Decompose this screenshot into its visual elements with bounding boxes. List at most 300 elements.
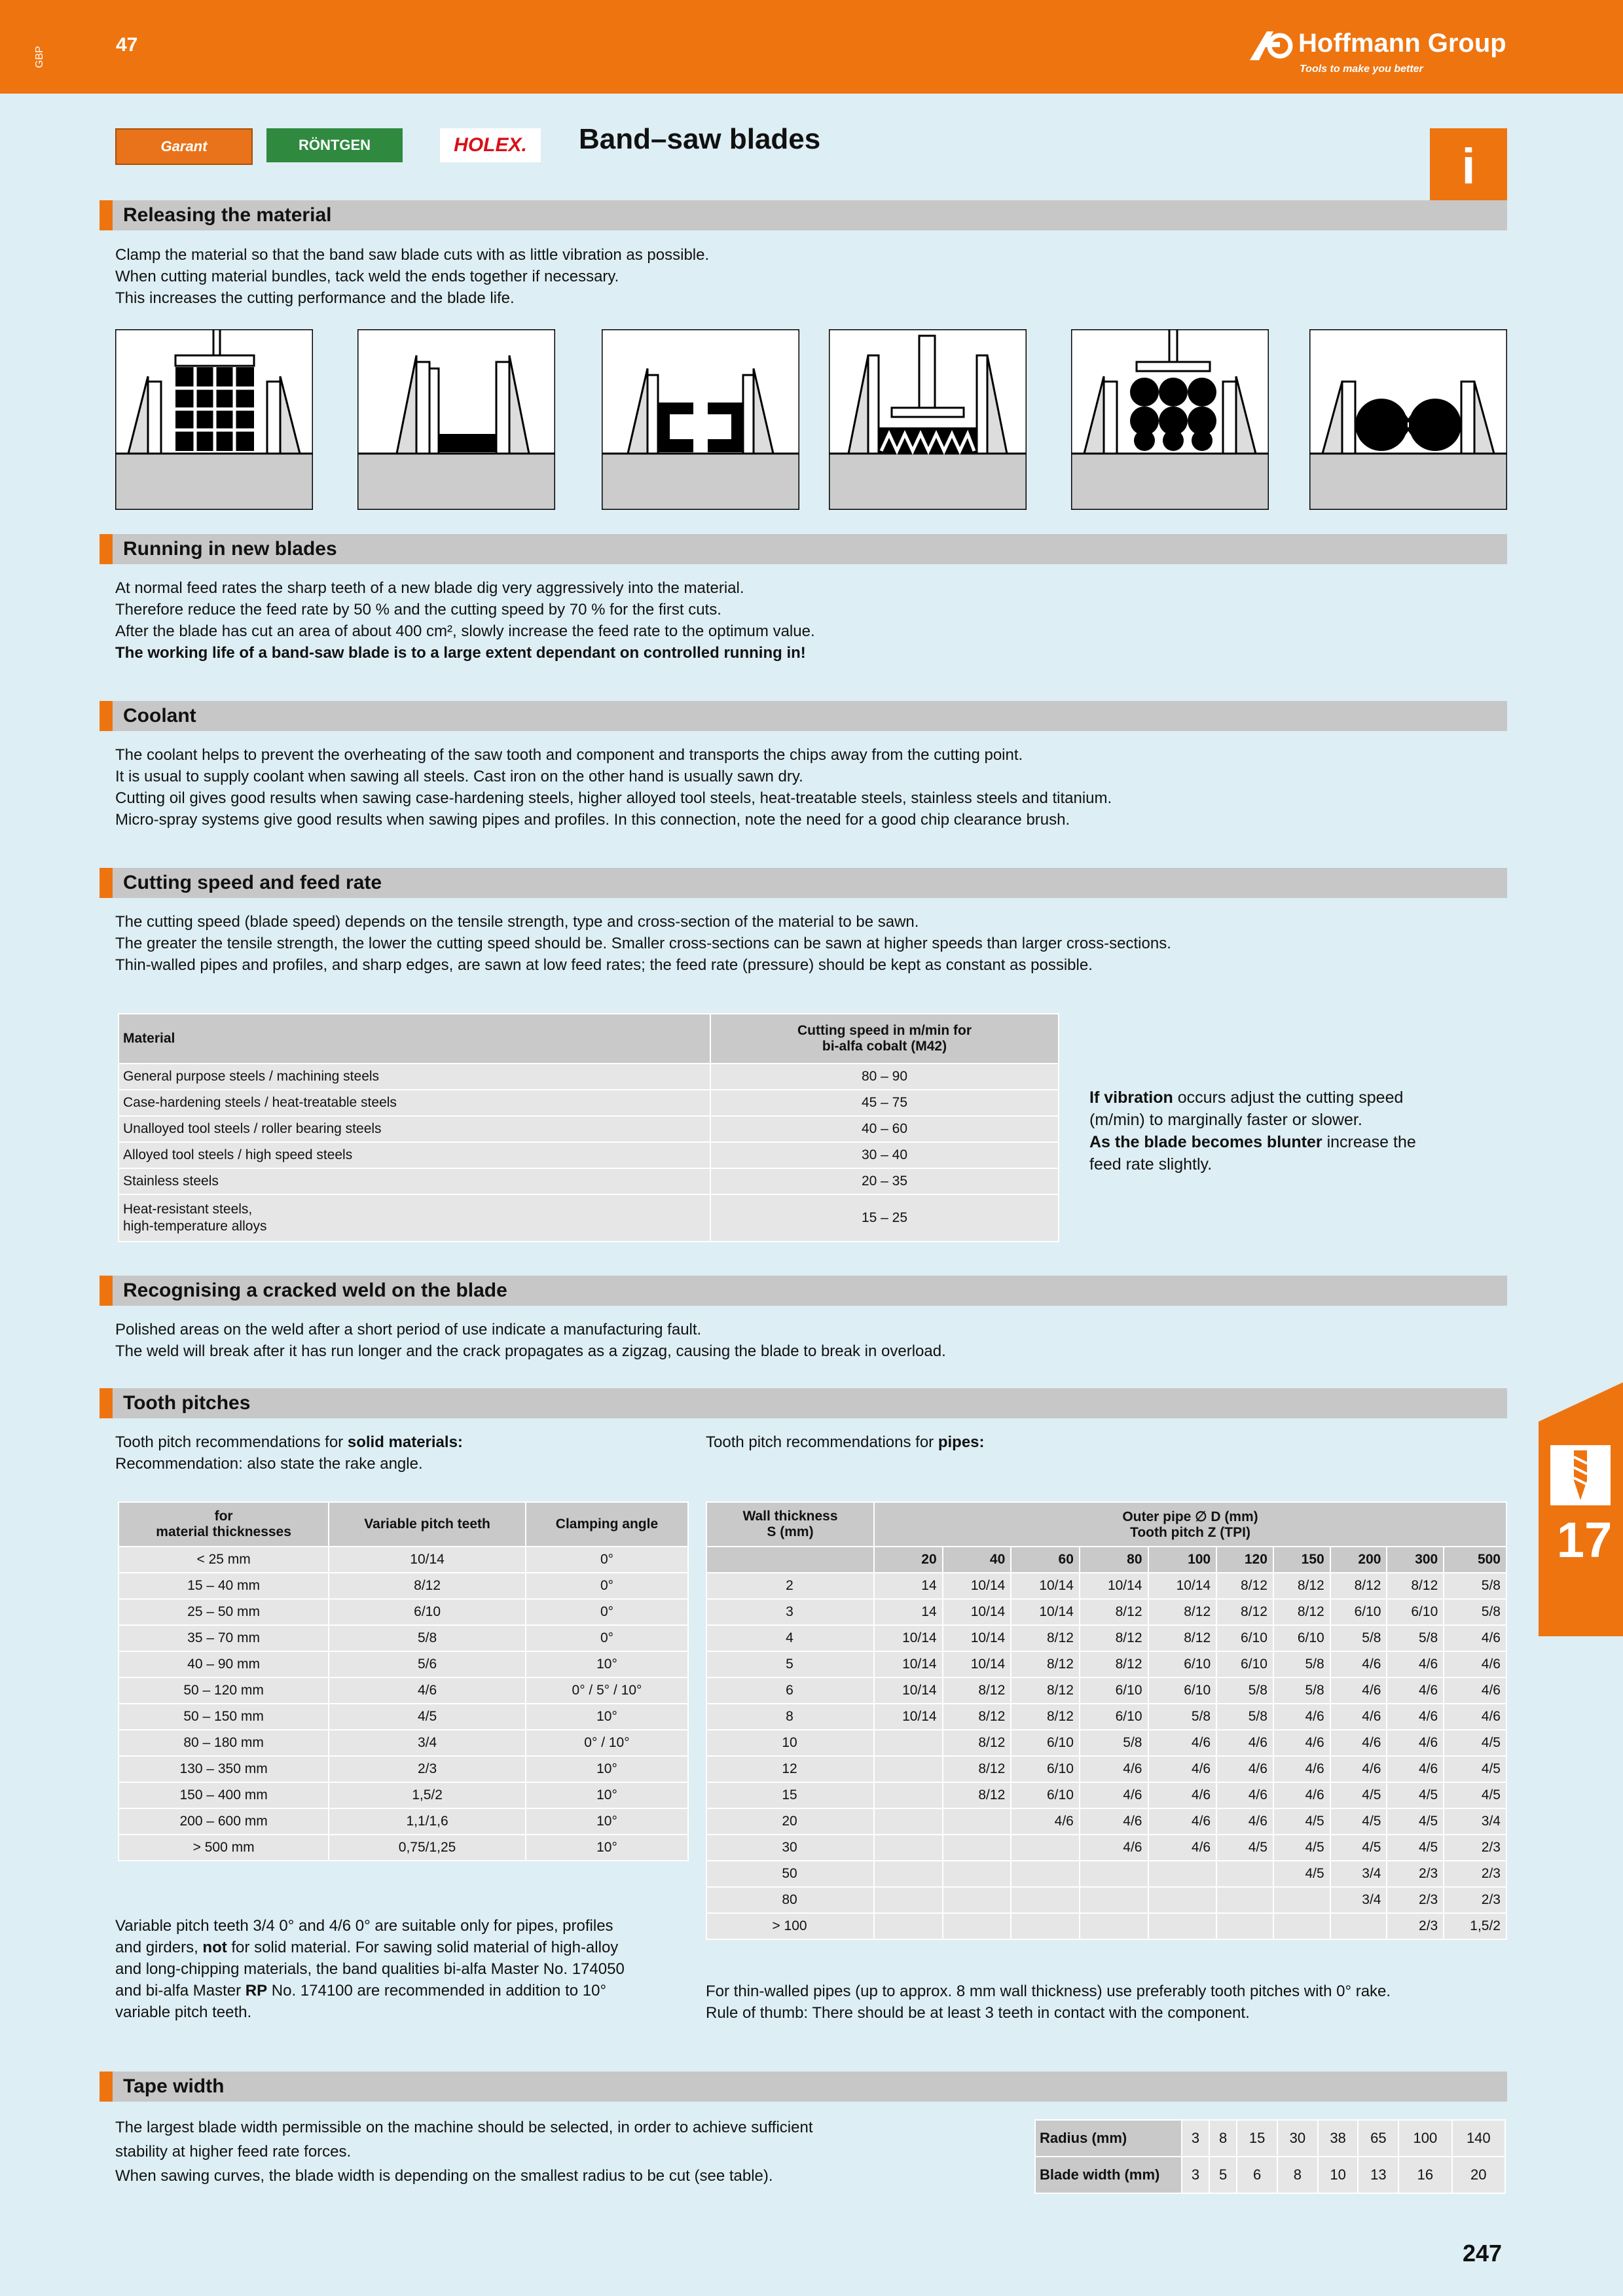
table-row (706, 1704, 1506, 1730)
tooth-pitch-cell: 4/6 (1387, 1756, 1444, 1782)
wall-thickness-cell: 3 (706, 1599, 874, 1625)
radius-cell: 3 (1182, 2120, 1209, 2157)
tooth-pitch-cell: 4/5 (1216, 1835, 1273, 1861)
tooth-pitch-cell: 4/6 (1330, 1677, 1387, 1704)
wall-thickness-cell: 50 (706, 1861, 874, 1887)
text-line: Recommendation: also state the rake angle. (115, 1455, 423, 1473)
solid-intro (115, 1431, 463, 1475)
tooth-pitch-cell: 2/3 (1387, 1887, 1444, 1913)
angle-cell: 0° / 5° / 10° (526, 1677, 688, 1704)
tooth-pitch-cell: 6/10 (1216, 1651, 1273, 1677)
tooth-pitch-cell: 4/5 (1387, 1808, 1444, 1835)
wall-thickness-cell: 15 (706, 1782, 874, 1808)
tooth-pitch-cell (1011, 1887, 1080, 1913)
note-text: occurs adjust the cutting speed (1173, 1088, 1404, 1107)
text-line: When sawing curves, the blade width is depending on the smallest radius to be cut (see table). (115, 2167, 773, 2185)
table-header-row (706, 1502, 1506, 1547)
angle-cell: 10° (526, 1756, 688, 1782)
wall-thickness-cell: 20 (706, 1808, 874, 1835)
tape-width-table (1034, 2119, 1506, 2194)
table-row (706, 1599, 1506, 1625)
angle-cell: 0° / 10° (526, 1730, 688, 1756)
tooth-pitch-cell: 8/12 (1148, 1599, 1217, 1625)
header-clamping-angle: Clamping angle (526, 1502, 688, 1547)
pitch-cell: 1,5/2 (329, 1782, 526, 1808)
radius-row (1035, 2120, 1505, 2157)
side-code: GBP (34, 46, 45, 68)
tooth-pitch-cell: 5/8 (1273, 1651, 1330, 1677)
tooth-pitch-cell: 6/10 (1330, 1599, 1387, 1625)
tooth-pitch-cell: 4/6 (1330, 1756, 1387, 1782)
tooth-pitch-cell (874, 1913, 943, 1939)
tooth-pitch-cell: 8/12 (1330, 1573, 1387, 1599)
text-line: stability at higher feed rate forces. (115, 2143, 352, 2161)
tooth-pitch-cell (943, 1913, 1012, 1939)
tooth-pitch-cell: 6/10 (1148, 1651, 1217, 1677)
header-variable-pitch: Variable pitch teeth (329, 1502, 526, 1547)
tooth-pitch-cell: 10/14 (943, 1573, 1012, 1599)
tooth-pitch-cell: 4/6 (1330, 1704, 1387, 1730)
tooth-pitch-cell: 4/6 (1148, 1835, 1217, 1861)
tooth-pitch-cell (874, 1782, 943, 1808)
diameter-cell: 100 (1148, 1547, 1217, 1573)
wall-thickness-cell: 10 (706, 1730, 874, 1756)
radius-cell: 15 (1237, 2120, 1277, 2157)
text-line: At normal feed rates the sharp teeth of a new blade dig very aggressively into the material. (115, 579, 744, 597)
thickness-cell: 35 – 70 mm (119, 1625, 329, 1651)
section-heading-releasing (100, 200, 1507, 230)
text-line: Polished areas on the weld after a short period of use indicate a manufacturing fault. (115, 1321, 702, 1338)
tape-width-text (115, 2115, 813, 2188)
tooth-pitch-cell: 4/6 (1216, 1756, 1273, 1782)
table-row (119, 1116, 1059, 1142)
table-row (706, 1835, 1506, 1861)
text-line: The weld will break after it has run longer and the crack propagates as a zigzag, causing the blade to break in overload. (115, 1342, 946, 1360)
tooth-pitch-cell: 4/5 (1387, 1782, 1444, 1808)
clamping-drawing-round-bars (1309, 329, 1507, 510)
tooth-pitch-cell (1011, 1913, 1080, 1939)
tooth-pitch-cell: 6/10 (1080, 1704, 1148, 1730)
blade-width-cell: 13 (1358, 2157, 1398, 2193)
diameter-cell: 150 (1273, 1547, 1330, 1573)
solid-table-body (119, 1547, 688, 1861)
angle-cell: 10° (526, 1808, 688, 1835)
tooth-pitch-cell: 10/14 (1080, 1573, 1148, 1599)
material-cell: Case-hardening steels / heat-treatable steels (119, 1090, 710, 1116)
cutting-speed-table (118, 1013, 1059, 1242)
tooth-pitch-cell (1273, 1887, 1330, 1913)
text-line (115, 1980, 625, 2001)
material-cell (119, 1194, 710, 1242)
tooth-pitch-cell: 4/6 (1330, 1651, 1387, 1677)
tooth-pitch-cell: 4/5 (1330, 1808, 1387, 1835)
diameter-cell: 500 (1444, 1547, 1506, 1573)
text-line: The cutting speed (blade speed) depends on the tensile strength, type and cross-section of the material to be sawn. (115, 913, 919, 931)
table-row (706, 1913, 1506, 1939)
tooth-pitch-cell: 4/5 (1444, 1730, 1506, 1756)
thickness-cell: < 25 mm (119, 1547, 329, 1573)
table-row (119, 1168, 1059, 1194)
note-line (1089, 1086, 1416, 1109)
header-line: Tooth pitch Z (TPI) (1130, 1524, 1250, 1540)
pitch-cell: 6/10 (329, 1599, 526, 1625)
text-bold: pipes: (938, 1433, 985, 1451)
tooth-pitch-cell: 8/12 (1011, 1625, 1080, 1651)
tooth-pitch-cell: 3/4 (1330, 1861, 1387, 1887)
header-line: Outer pipe ∅ D (mm) (1122, 1509, 1258, 1524)
tooth-pitch-cell (1148, 1887, 1217, 1913)
blade-width-cell: 16 (1398, 2157, 1451, 2193)
blank-cell (706, 1547, 874, 1573)
wall-thickness-cell: 4 (706, 1625, 874, 1651)
tooth-pitch-cell: 8/12 (943, 1756, 1012, 1782)
section-heading-cutting (100, 868, 1507, 898)
table-row (119, 1547, 688, 1573)
cracked-weld-text (115, 1319, 946, 1362)
tooth-pitch-cell (1216, 1887, 1273, 1913)
diameter-cell: 80 (1080, 1547, 1148, 1573)
tooth-pitch-cell: 4/6 (1080, 1756, 1148, 1782)
blade-width-cell: 6 (1237, 2157, 1277, 2193)
tooth-pitch-cell (1216, 1861, 1273, 1887)
tooth-pitch-cell: 5/8 (1216, 1704, 1273, 1730)
tooth-pitch-cell (943, 1835, 1012, 1861)
garant-logo: Garant (115, 128, 253, 165)
text-line: Cutting oil gives good results when sawing case-hardening steels, higher alloyed tool steels, heat-treatable steels, stainless steels and titanium. (115, 789, 1112, 807)
tooth-pitch-cell: 4/5 (1273, 1861, 1330, 1887)
header-material: Material (119, 1014, 710, 1064)
tooth-pitch-cell: 6/10 (1148, 1677, 1217, 1704)
tooth-pitch-cell: 4/6 (1444, 1651, 1506, 1677)
tooth-pitch-cell (943, 1887, 1012, 1913)
table-row (119, 1625, 688, 1651)
running-text (115, 577, 815, 664)
tooth-pitch-cell (1011, 1835, 1080, 1861)
speed-cell: 40 – 60 (710, 1116, 1059, 1142)
tooth-pitch-cell: 4/6 (1273, 1704, 1330, 1730)
text-line: The largest blade width permissible on the machine should be selected, in order to achieve sufficient (115, 2119, 813, 2136)
table-row (706, 1861, 1506, 1887)
angle-cell: 10° (526, 1704, 688, 1730)
tooth-pitch-cell: 8/12 (1148, 1625, 1217, 1651)
note-bold: If vibration (1089, 1088, 1173, 1107)
holex-logo: HOLEX. (440, 128, 541, 162)
header-cutting-speed (710, 1014, 1059, 1064)
text-line: and long-chipping materials, the band qualities bi-alfa Master No. 174050 (115, 1960, 625, 1978)
thickness-cell: 130 – 350 mm (119, 1756, 329, 1782)
speed-cell: 80 – 90 (710, 1064, 1059, 1090)
table-row (706, 1677, 1506, 1704)
tooth-pitch-cell: 8/12 (1080, 1599, 1148, 1625)
section-heading-text: Cutting speed and feed rate (123, 872, 382, 893)
tooth-pitch-cell: 4/6 (1387, 1677, 1444, 1704)
tooth-pitch-cell (1148, 1913, 1217, 1939)
section-heading-text: Running in new blades (123, 538, 337, 560)
text-line: This increases the cutting performance and the blade life. (115, 289, 515, 307)
tooth-pitch-cell: 4/6 (1148, 1782, 1217, 1808)
blade-width-cell: 3 (1182, 2157, 1209, 2193)
text: and bi-alfa Master (115, 1982, 246, 2000)
clamping-drawings (115, 329, 1507, 510)
section-heading-text: Tape width (123, 2075, 225, 2097)
hoffmann-logo (1247, 26, 1509, 79)
tooth-pitch-cell: 6/10 (1011, 1756, 1080, 1782)
solid-material-table (118, 1501, 689, 1861)
pitch-cell: 3/4 (329, 1730, 526, 1756)
tooth-pitch-cell: 14 (874, 1573, 943, 1599)
tooth-pitch-cell: 4/6 (1011, 1808, 1080, 1835)
tooth-pitch-cell: 4/6 (1444, 1677, 1506, 1704)
section-heading-running (100, 534, 1507, 564)
tooth-pitch-cell: 4/6 (1273, 1756, 1330, 1782)
tooth-pitch-cell: 14 (874, 1599, 943, 1625)
tooth-pitch-cell: 8/12 (1011, 1677, 1080, 1704)
pitch-cell: 4/5 (329, 1704, 526, 1730)
table-row (119, 1756, 688, 1782)
table-row (119, 1835, 688, 1861)
table-row (119, 1064, 1059, 1090)
tooth-pitch-cell: 10/14 (874, 1651, 943, 1677)
tooth-pitch-cell: 10/14 (943, 1625, 1012, 1651)
tooth-pitch-cell: 4/6 (1216, 1782, 1273, 1808)
blade-width-cell: 8 (1277, 2157, 1318, 2193)
tooth-pitch-cell: 4/6 (1148, 1808, 1217, 1835)
clamping-drawing-bar-bundle (1071, 329, 1269, 510)
radius-cell: 65 (1358, 2120, 1398, 2157)
table-row (706, 1625, 1506, 1651)
thickness-cell: 15 – 40 mm (119, 1573, 329, 1599)
pitch-cell: 1,1/1,6 (329, 1808, 526, 1835)
hoffmann-logo-icon (1247, 26, 1294, 63)
tooth-pitch-cell: 8/12 (943, 1677, 1012, 1704)
text-line: Thin-walled pipes and profiles, and sharp edges, are sawn at low feed rates; the feed rate (pressure) should be kept as constant as possible. (115, 956, 1093, 974)
tooth-pitch-cell (1011, 1861, 1080, 1887)
table-row (119, 1090, 1059, 1116)
wall-thickness-cell: 30 (706, 1835, 874, 1861)
text-bold: solid materials: (347, 1433, 463, 1451)
text-line (706, 1431, 985, 1453)
material-cell: Alloyed tool steels / high speed steels (119, 1142, 710, 1168)
header-line: S (mm) (767, 1524, 814, 1539)
text: No. 174100 are recommended in addition to 10° (267, 1982, 607, 2000)
section-heading-text: Coolant (123, 705, 196, 726)
tooth-pitch-cell: 8/12 (1387, 1573, 1444, 1599)
angle-cell: 0° (526, 1625, 688, 1651)
text: Tooth pitch recommendations for (115, 1433, 348, 1451)
tooth-pitch-cell: 8/12 (1273, 1573, 1330, 1599)
text-line (115, 1937, 625, 1958)
diameter-cell: 40 (943, 1547, 1012, 1573)
tooth-pitch-cell: 10/14 (1011, 1599, 1080, 1625)
tooth-pitch-cell (1273, 1913, 1330, 1939)
tooth-pitch-cell: 4/6 (1148, 1730, 1217, 1756)
tooth-pitch-cell: 4/6 (1216, 1808, 1273, 1835)
tooth-pitch-cell: 6/10 (1011, 1730, 1080, 1756)
tooth-pitch-cell: 5/8 (1216, 1677, 1273, 1704)
material-line: Heat-resistant steels, (123, 1202, 253, 1217)
radius-cell: 38 (1318, 2120, 1359, 2157)
table-row (706, 1808, 1506, 1835)
pitch-cell: 2/3 (329, 1756, 526, 1782)
table-row (119, 1704, 688, 1730)
note-line (1089, 1131, 1416, 1153)
header-line: for (214, 1509, 233, 1524)
angle-cell: 10° (526, 1651, 688, 1677)
tooth-pitch-cell: 2/3 (1444, 1835, 1506, 1861)
tooth-pitch-cell: 4/6 (1148, 1756, 1217, 1782)
tooth-pitch-cell: 6/10 (1387, 1599, 1444, 1625)
tooth-pitch-cell (1330, 1913, 1387, 1939)
tooth-pitch-cell: 8/12 (943, 1704, 1012, 1730)
material-line: high-temperature alloys (123, 1219, 267, 1234)
text-line: Micro-spray systems give good results when sawing pipes and profiles. In this connection, note the need for a good chip clearance brush. (115, 811, 1070, 829)
table-row (706, 1887, 1506, 1913)
header-line: Wall thickness (742, 1509, 838, 1524)
tooth-pitch-cell: 3/4 (1444, 1808, 1506, 1835)
wall-thickness-cell: 8 (706, 1704, 874, 1730)
material-cell: Stainless steels (119, 1168, 710, 1194)
tooth-pitch-cell: 8/12 (1011, 1651, 1080, 1677)
page-number-bottom: 247 (1463, 2240, 1503, 2267)
table-row (706, 1782, 1506, 1808)
table-row (119, 1782, 688, 1808)
clamping-drawing-channels (602, 329, 799, 510)
thickness-cell: 200 – 600 mm (119, 1808, 329, 1835)
text-line (115, 1431, 463, 1453)
table-row (706, 1651, 1506, 1677)
tooth-pitch-cell: 4/5 (1444, 1756, 1506, 1782)
top-bar (0, 0, 1623, 94)
wall-thickness-cell: > 100 (706, 1913, 874, 1939)
tooth-pitch-cell: 5/8 (1444, 1599, 1506, 1625)
tooth-pitch-cell: 6/10 (1011, 1782, 1080, 1808)
clamping-drawing-angle (357, 329, 555, 510)
text-line: variable pitch teeth. (115, 2003, 252, 2021)
text-line: Variable pitch teeth 3/4 0° and 4/6 0° are suitable only for pipes, profiles (115, 1917, 613, 1935)
section-heading-text: Tooth pitches (123, 1392, 251, 1414)
tooth-pitch-cell: 4/6 (1216, 1730, 1273, 1756)
tooth-pitch-cell: 4/6 (1080, 1835, 1148, 1861)
thickness-cell: 80 – 180 mm (119, 1730, 329, 1756)
clamping-drawing-profile (829, 329, 1027, 510)
note-line: (m/min) to marginally faster or slower. (1089, 1111, 1362, 1129)
tooth-pitch-cell: 10/14 (943, 1599, 1012, 1625)
tooth-pitch-cell: 5/8 (1444, 1573, 1506, 1599)
angle-cell: 10° (526, 1835, 688, 1861)
tooth-pitch-cell: 4/5 (1273, 1835, 1330, 1861)
tooth-pitch-cell (874, 1730, 943, 1756)
vibration-note (1089, 1086, 1416, 1175)
table-row (119, 1599, 688, 1625)
tooth-pitch-cell: 10/14 (943, 1651, 1012, 1677)
diameter-cell: 200 (1330, 1547, 1387, 1573)
tooth-pitch-cell: 3/4 (1330, 1887, 1387, 1913)
cutting-text (115, 911, 1171, 976)
text-line: Rule of thumb: There should be at least 3 teeth in contact with the component. (706, 2004, 1250, 2022)
blade-width-cell: 10 (1318, 2157, 1359, 2193)
section-heading-text: Recognising a cracked weld on the blade (123, 1280, 507, 1301)
page-number-top: 47 (116, 34, 138, 56)
text-line-bold: The working life of a band-saw blade is to a large extent dependant on controlled running in! (115, 644, 806, 662)
table-row (119, 1730, 688, 1756)
tooth-pitch-cell: 5/8 (1273, 1677, 1330, 1704)
chapter-tab-shape (1539, 1382, 1623, 1636)
wall-thickness-cell: 6 (706, 1677, 874, 1704)
tooth-pitch-cell (1216, 1913, 1273, 1939)
tooth-pitch-cell: 2/3 (1444, 1887, 1506, 1913)
wall-thickness-cell: 12 (706, 1756, 874, 1782)
tooth-pitch-cell: 8/12 (1216, 1573, 1273, 1599)
brand-tagline: Tools to make you better (1300, 63, 1423, 75)
speed-cell: 20 – 35 (710, 1168, 1059, 1194)
tooth-pitch-cell: 10/14 (1148, 1573, 1217, 1599)
blade-width-cell: 20 (1452, 2157, 1505, 2193)
diameter-cell: 120 (1216, 1547, 1273, 1573)
blade-width-cell: 5 (1209, 2157, 1237, 2193)
radius-cell: 30 (1277, 2120, 1318, 2157)
tooth-pitch-cell: 4/5 (1387, 1835, 1444, 1861)
tooth-pitch-cell: 10/14 (1011, 1573, 1080, 1599)
releasing-text (115, 244, 709, 309)
table-row (119, 1677, 688, 1704)
coolant-text (115, 744, 1112, 831)
material-cell: General purpose steels / machining steels (119, 1064, 710, 1090)
tooth-pitch-cell: 8/12 (943, 1782, 1012, 1808)
table-row (119, 1573, 688, 1599)
tooth-pitch-cell: 8/12 (1080, 1651, 1148, 1677)
section-heading-coolant (100, 701, 1507, 731)
section-heading-tooth-pitches (100, 1388, 1507, 1418)
radius-cell: 8 (1209, 2120, 1237, 2157)
header-wall-thickness (706, 1502, 874, 1547)
speed-cell: 45 – 75 (710, 1090, 1059, 1116)
table-row (706, 1730, 1506, 1756)
tooth-pitch-cell: 8/12 (1216, 1599, 1273, 1625)
table-header-row (119, 1014, 1059, 1064)
tooth-pitch-cell: 2/3 (1444, 1861, 1506, 1887)
radius-label: Radius (mm) (1035, 2120, 1182, 2157)
thickness-cell: 50 – 120 mm (119, 1677, 329, 1704)
blade-width-row (1035, 2157, 1505, 2193)
tooth-pitch-cell: 10/14 (874, 1625, 943, 1651)
section-heading-tape-width (100, 2072, 1507, 2102)
text: Tooth pitch recommendations for (706, 1433, 938, 1451)
tooth-pitch-cell: 5/8 (1330, 1625, 1387, 1651)
tooth-pitch-cell (874, 1887, 943, 1913)
tooth-pitch-cell: 10/14 (874, 1677, 943, 1704)
brand-name: Hoffmann Group (1298, 29, 1506, 58)
angle-cell: 0° (526, 1573, 688, 1599)
thickness-cell: 40 – 90 mm (119, 1651, 329, 1677)
tooth-pitch-cell (943, 1861, 1012, 1887)
thickness-cell: 150 – 400 mm (119, 1782, 329, 1808)
tooth-pitch-cell (1080, 1913, 1148, 1939)
pitch-cell: 5/8 (329, 1625, 526, 1651)
radius-cell: 140 (1452, 2120, 1505, 2157)
tooth-pitch-cell: 4/6 (1273, 1730, 1330, 1756)
diameter-cell: 60 (1011, 1547, 1080, 1573)
tooth-pitch-cell: 8/12 (1011, 1704, 1080, 1730)
pipe-tooth-pitch-table (706, 1501, 1507, 1940)
tooth-pitch-cell: 4/6 (1444, 1704, 1506, 1730)
tooth-pitch-cell (874, 1835, 943, 1861)
chapter-tab (1539, 1382, 1623, 1636)
tooth-pitch-cell (874, 1861, 943, 1887)
tooth-pitch-cell: 4/6 (1080, 1782, 1148, 1808)
pitch-cell: 0,75/1,25 (329, 1835, 526, 1861)
header-line: bi-alfa cobalt (M42) (822, 1039, 947, 1054)
tooth-pitch-cell: 4/6 (1387, 1651, 1444, 1677)
